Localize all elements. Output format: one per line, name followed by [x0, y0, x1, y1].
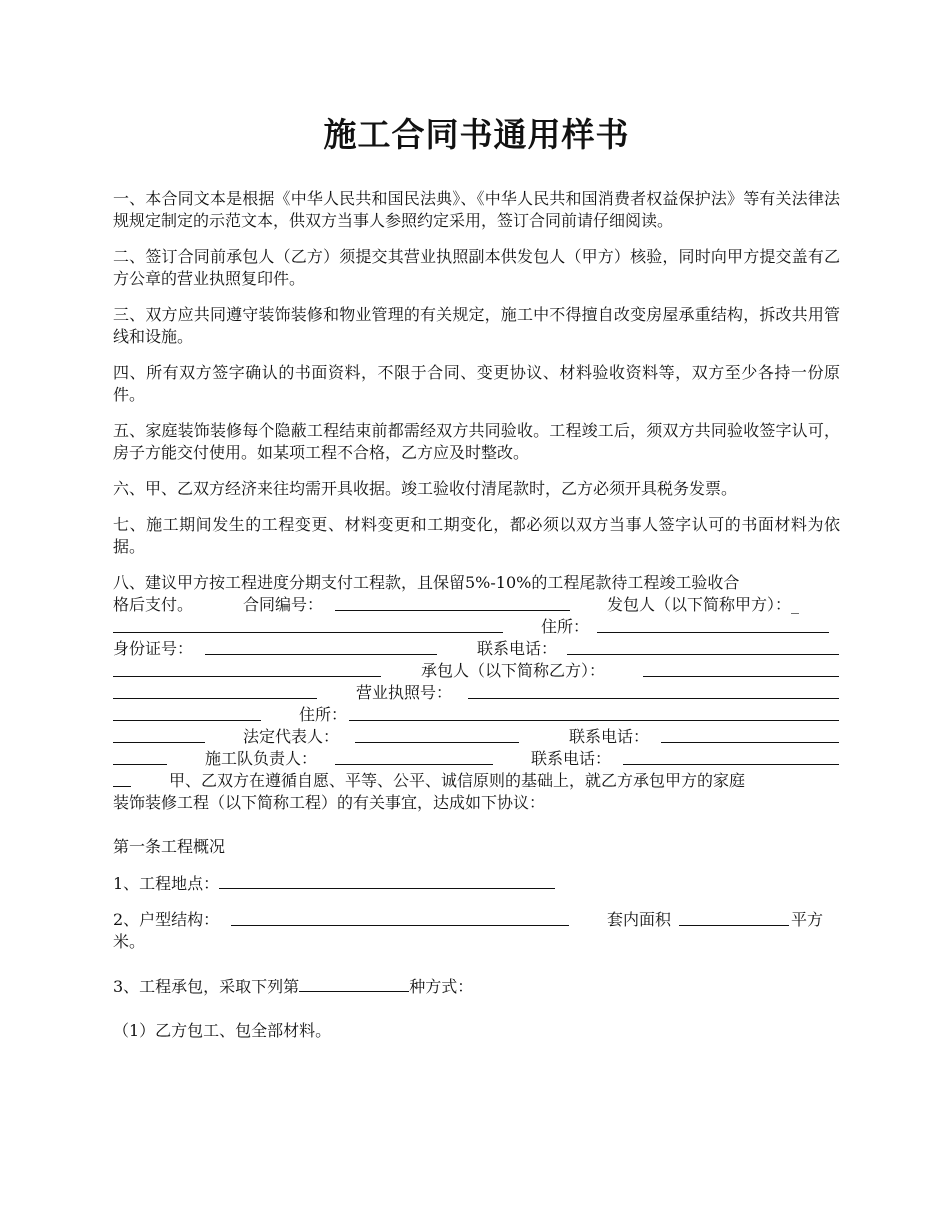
contract-no-field[interactable]	[335, 594, 570, 611]
address-field[interactable]	[597, 616, 829, 633]
line-team	[113, 748, 840, 770]
note-4: 四、所有双方签字确认的书面资料，不限于合同、变更协议、材料验收资料等，双方至少各持一份原件。	[113, 363, 840, 404]
agreement-text: 甲、乙双方在遵循自愿、平等、公平、诚信原则的基础上，就乙方承包甲方的家庭	[169, 771, 746, 790]
line-license	[113, 682, 840, 704]
note-2: 二、签订合同前承包人（乙方）须提交其营业执照副本供发包人（甲方）核验，同时向甲方提交盖有乙方公章的营业执照复印件。	[113, 247, 840, 288]
location-field[interactable]	[219, 872, 555, 889]
phone3-field[interactable]	[623, 748, 839, 765]
article-1-heading: 第一条工程概况	[113, 837, 226, 856]
phone3-field-cont[interactable]	[113, 770, 131, 787]
item-3	[113, 975, 840, 998]
party-a-label: 发包人（以下简称甲方）：_	[607, 595, 800, 614]
note-6: 六、甲、乙双方经济来往均需开具收据。竣工验收付清尾款时，乙方必须开具税务发票。	[113, 479, 738, 498]
line-party-b	[113, 660, 840, 682]
phone-field[interactable]	[567, 638, 839, 655]
line-contract-no	[113, 594, 840, 616]
line-agreement2	[113, 792, 840, 814]
area-unit: 平方	[791, 910, 824, 929]
team-lead-label: 施工队负责人：	[205, 749, 318, 768]
method-field[interactable]	[299, 975, 409, 992]
area-label: 套内面积	[607, 910, 672, 929]
address2-field[interactable]	[349, 704, 839, 721]
party-b-field-cont[interactable]	[113, 682, 317, 699]
phone2-field[interactable]	[661, 726, 839, 743]
note-7: 七、施工期间发生的工程变更、材料变更和工期变化，都必须以双方当事人签字认可的书面材料为依据。	[113, 515, 840, 556]
item-2-line2	[113, 931, 840, 953]
area-unit-end: 米。	[113, 932, 146, 951]
line-legal	[113, 726, 840, 748]
layout-field[interactable]	[231, 909, 569, 926]
legal-rep-field[interactable]	[355, 726, 519, 743]
license-field-cont[interactable]	[113, 704, 261, 721]
item-3-label: 3、工程承包，采取下列第	[113, 977, 300, 996]
address-label: 住所：	[541, 617, 590, 636]
phone3-label: 联系电话：	[531, 749, 612, 768]
note-8-end: 格后支付。	[113, 595, 194, 614]
legal-rep-label: 法定代表人：	[243, 727, 340, 746]
address2-label: 住所：	[299, 705, 348, 724]
item-3-end: 种方式：	[409, 977, 474, 996]
item-1-label: 1、工程地点：	[113, 874, 220, 893]
line-id	[113, 638, 840, 660]
party-b-label: 承包人（以下简称乙方）：	[421, 661, 606, 680]
party-a-field[interactable]	[113, 616, 503, 633]
agreement-text-2: 装饰装修工程（以下简称工程）的有关事宜，达成如下协议：	[113, 793, 546, 812]
note-5: 五、家庭装饰装修每个隐蔽工程结束前都需经双方共同验收。工程竣工后，须双方共同验收签字认可，房子方能交付使用。如某项工程不合格，乙方应及时整改。	[113, 421, 840, 462]
item-2-label: 2、户型结构：	[113, 910, 220, 929]
address2-field-cont[interactable]	[113, 726, 205, 743]
phone2-field-cont[interactable]	[113, 748, 167, 765]
party-b-field[interactable]	[643, 660, 839, 677]
document-title: 施工合同书通用样书	[323, 115, 630, 154]
note-1: 一、本合同文本是根据《中华人民共和国民法典》、《中华人民共和国消费者权益保护法》等有关法律法规规定制定的示范文本，供双方当事人参照约定采用，签订合同前请仔细阅读。	[113, 189, 840, 230]
license-label: 营业执照号：	[356, 683, 453, 702]
line-address2	[113, 704, 840, 726]
contract-info-block	[113, 572, 840, 814]
license-field[interactable]	[468, 682, 839, 699]
line-address	[113, 616, 840, 638]
item-2-line1	[113, 909, 840, 931]
note-8-text: 八、建议甲方按工程进度分期支付工程款，且保留5%-10%的工程尾款待工程竣工验收合	[113, 573, 740, 592]
contract-no-label: 合同编号：	[243, 595, 324, 614]
note-8-line1	[113, 572, 840, 594]
item-2	[113, 909, 840, 953]
line-agreement	[113, 770, 840, 792]
phone-label: 联系电话：	[477, 639, 558, 658]
id-field[interactable]	[205, 638, 437, 655]
phone2-label: 联系电话：	[569, 727, 650, 746]
team-lead-field[interactable]	[335, 748, 493, 765]
note-3: 三、双方应共同遵守装饰装修和物业管理的有关规定，施工中不得擅自改变房屋承重结构，拆改共用管线和设施。	[113, 305, 840, 346]
item-1	[113, 872, 840, 895]
id-label: 身份证号：	[113, 639, 194, 658]
phone-field-cont[interactable]	[113, 660, 381, 677]
area-field[interactable]	[679, 909, 789, 926]
option-1: （1）乙方包工、包全部材料。	[113, 1021, 332, 1040]
contract-page	[113, 112, 840, 1056]
